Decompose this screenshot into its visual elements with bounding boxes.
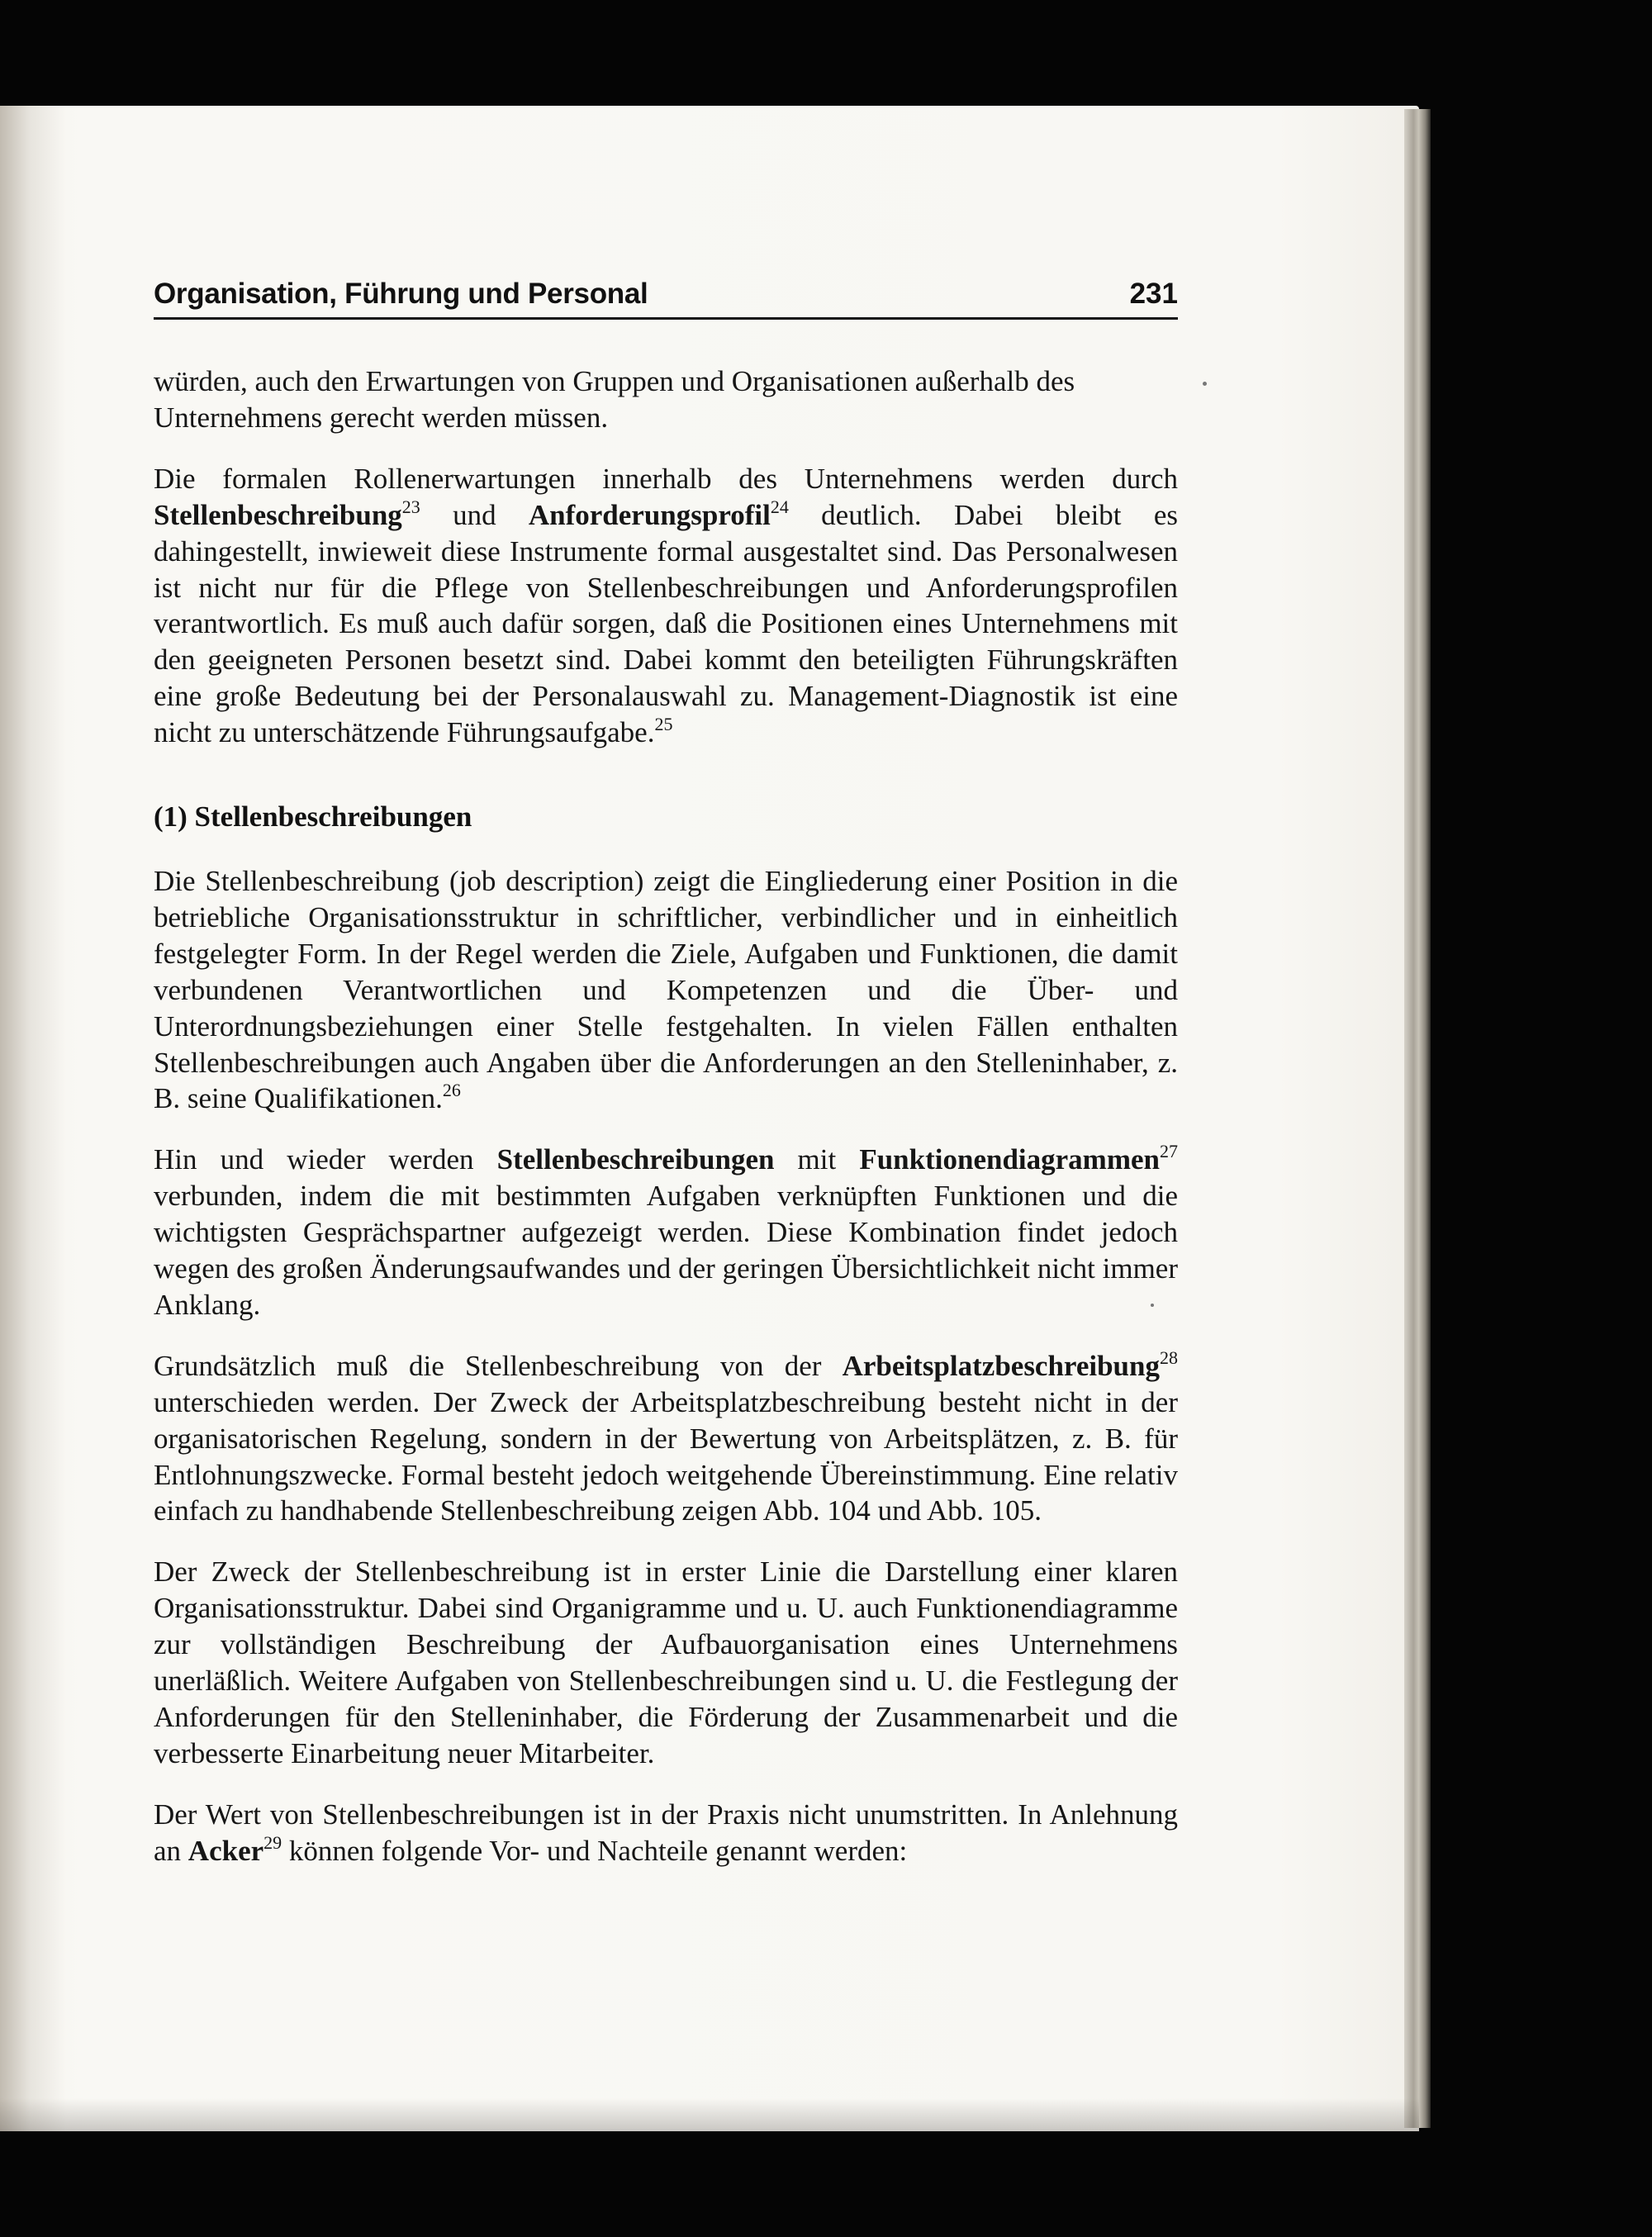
- binding-gutter-shadow: [0, 106, 66, 2131]
- text-run: Grundsätzlich muß die Stellenbeschreibung von der: [154, 1349, 843, 1382]
- paragraph: [154, 461, 1178, 751]
- footnote-ref: 29: [263, 1831, 282, 1853]
- page-edge-stack: [1404, 109, 1431, 2128]
- footnote-ref: 26: [442, 1080, 461, 1101]
- page-number: 231: [1129, 278, 1178, 310]
- paragraph: [154, 863, 1178, 1117]
- section-paragraphs: [154, 863, 1178, 1869]
- paragraph: [154, 1554, 1178, 1771]
- footnote-ref: 27: [1159, 1141, 1178, 1162]
- text-run: Die Stellenbeschreibung (job description) zeigt die Eingliederung einer Position in die betriebliche Organisationsstruktur in schriftlicher, verbindlicher und in einheitlich festgelegter Form. In der Regel werden die Ziele, Aufgaben und Funktionen, die damit verbundenen Verantwortlichen und Kompetenzen und die Über- und Unterordnungsbeziehungen einer Stelle festgehalten. In vielen Fällen enthalten Stellenbeschreibungen auch Angaben über die Anforderungen an den Stelleninhaber, z. B. seine Qualifikationen.: [154, 864, 1178, 1115]
- running-header: [154, 264, 1178, 320]
- text-run: Hin und wieder werden: [154, 1143, 497, 1176]
- paragraph: [154, 363, 1178, 436]
- text-run: können folgende Vor- und Nachteile genannt werden:: [282, 1834, 908, 1867]
- footnote-ref: 23: [401, 496, 420, 517]
- paragraph: [154, 1142, 1178, 1323]
- section-heading: (1) Stellenbeschreibungen: [154, 800, 472, 834]
- footnote-ref: 25: [654, 714, 673, 735]
- footnote-ref: 24: [770, 496, 789, 517]
- bottom-edge-shadow: [0, 2098, 1419, 2131]
- bold-term: Arbeitsplatzbeschreibung: [842, 1349, 1160, 1382]
- text-run: verbunden, indem die mit bestimmten Aufgaben verknüpften Funktionen und die wichtigsten Gesprächspartner aufgezeigt werden. Diese Kombination findet jedoch wegen des großen Änderungsaufwandes und der geringen Übersichtlichkeit nicht immer Anklang.: [154, 1180, 1178, 1321]
- text-run: Der Zweck der Stellenbeschreibung ist in erster Linie die Darstellung einer klaren Organisationsstruktur. Dabei sind Organigramme und u. U. auch Funktionendiagramme zur vollständigen Beschreibung der Aufbauorganisation eines Unternehmens unerläßlich. Weitere Aufgaben von Stellenbeschreibungen sind u. U. die Festlegung der Anforderungen für den Stelleninhaber, die Förderung der Zusammenarbeit und die verbesserte Einarbeitung neuer Mitarbeiter.: [154, 1555, 1178, 1769]
- paragraph: [154, 1348, 1178, 1530]
- bold-term: Stellenbeschreibung: [154, 498, 402, 531]
- text-run: würden, auch den Erwartungen von Gruppen und Organisationen außerhalb des Unternehmens gerecht werden müssen.: [154, 365, 1075, 434]
- dust-speck: [1203, 382, 1207, 386]
- bold-term: Stellenbeschreibungen: [496, 1143, 775, 1176]
- text-run: und: [420, 498, 529, 531]
- bold-term: Anforderungsprofil: [528, 498, 771, 531]
- bold-term: Funktionendiagrammen: [859, 1143, 1160, 1176]
- footnote-ref: 28: [1160, 1346, 1178, 1368]
- text-run: unterschieden werden. Der Zweck der Arbeitsplatzbeschreibung besteht nicht in der organisatorischen Regelung, sondern in der Bewertung von Arbeitsplätzen, z. B. für Entlohnungszwecke. Formal besteht jedoch weitgehende Übereinstimmung. Eine relativ einfach zu handhabende Stellenbeschreibung zeigen Abb. 104 und Abb. 105.: [154, 1385, 1178, 1527]
- text-run: mit: [774, 1143, 860, 1176]
- text-run: Die formalen Rollenerwartungen innerhalb des Unternehmens werden durch: [154, 462, 1178, 495]
- text-run: Der Wert von Stellenbeschreibungen ist in der Praxis nicht unumstritten. In Anlehnung an: [154, 1798, 1178, 1867]
- intro-paragraphs: [154, 363, 1178, 751]
- bold-term: Acker: [188, 1834, 264, 1867]
- running-title: Organisation, Führung und Personal: [154, 278, 648, 310]
- text-run: deutlich. Dabei bleibt es dahingestellt, inwieweit diese Instrumente formal ausgestaltet sind. Das Personalwesen ist nicht nur für die Pflege von Stellenbeschreibungen und Anforderungsprofilen verantwortlich. Es muß auch dafür sorgen, daß die Positionen eines Unternehmens mit den geeigneten Personen besetzt sind. Dabei kommt den beteiligten Führungskräften eine große Bedeutung bei der Personalauswahl zu. Management-Diagnostik ist eine nicht zu unterschätzende Führungsaufgabe.: [154, 498, 1178, 749]
- body-text: [154, 363, 1178, 1869]
- paragraph: [154, 1797, 1178, 1869]
